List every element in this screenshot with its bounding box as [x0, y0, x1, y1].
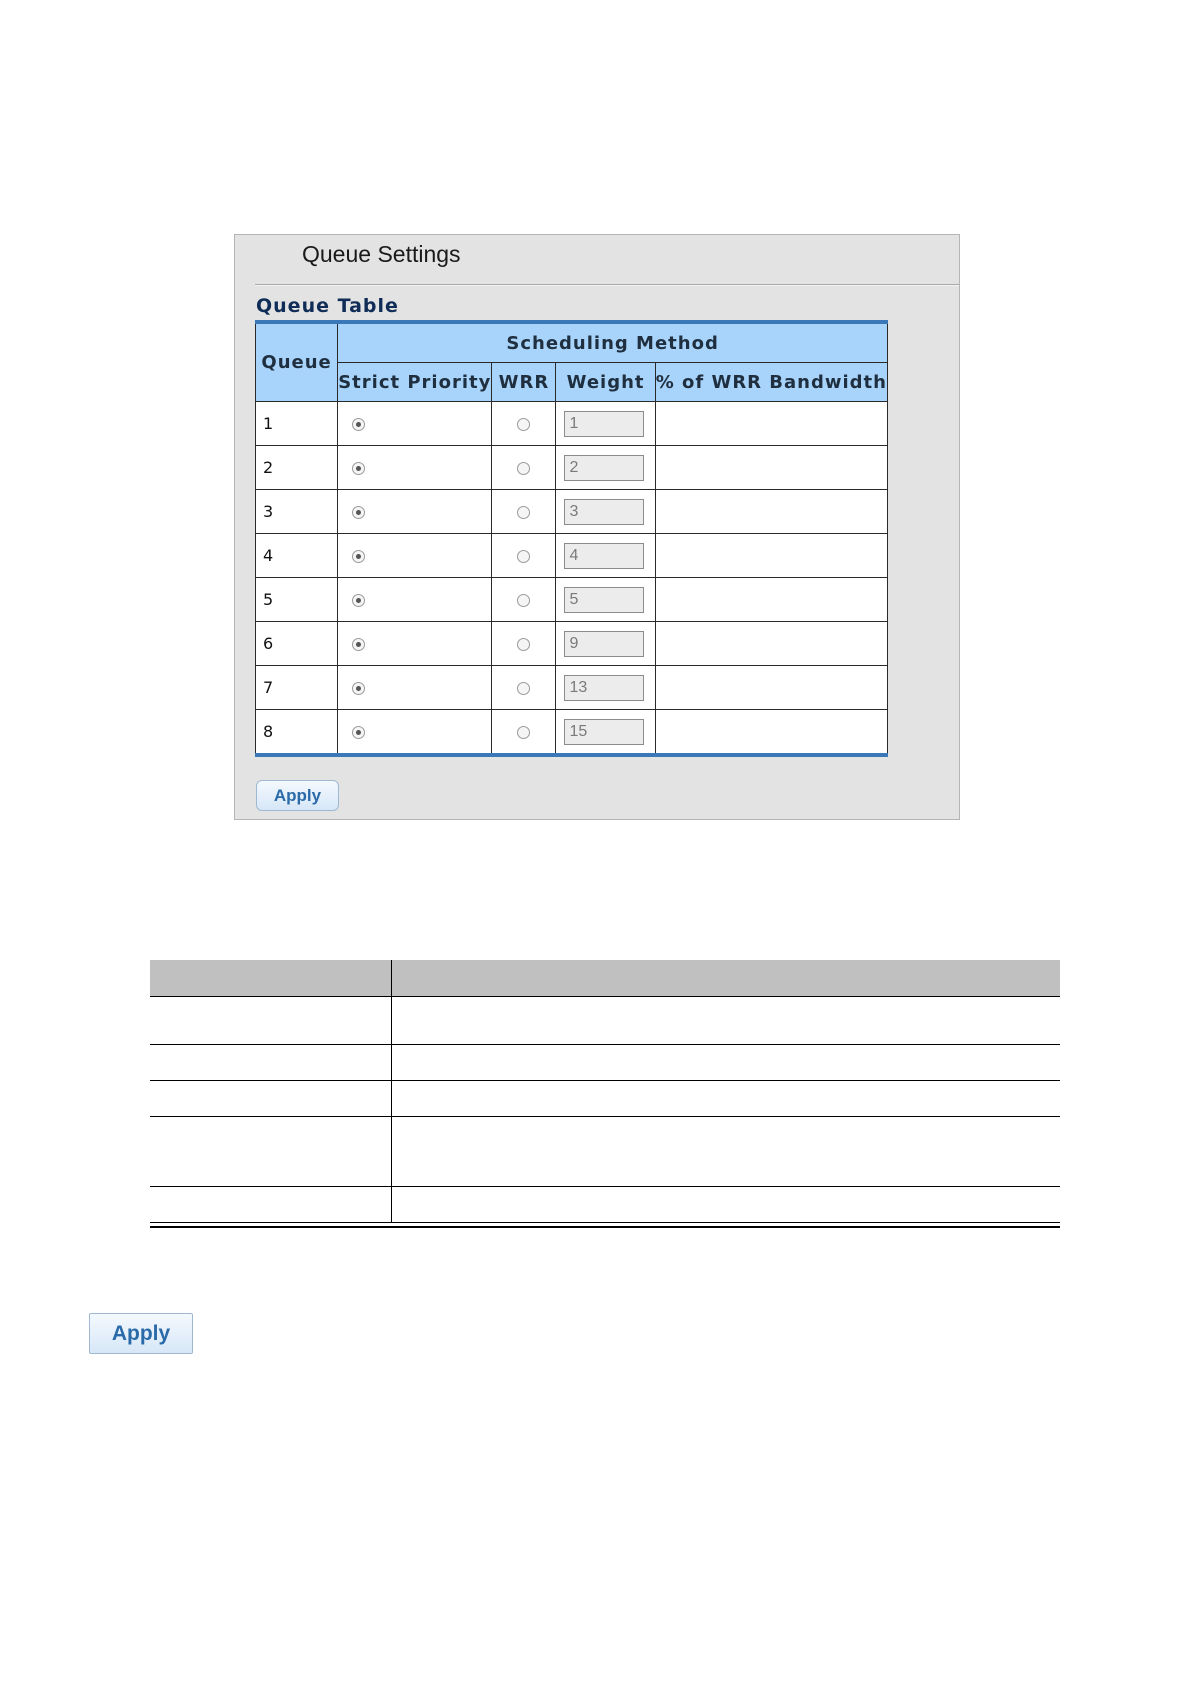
table-row	[256, 446, 888, 490]
weight-input[interactable]	[564, 719, 644, 745]
wrr-cell	[492, 622, 556, 666]
queue-table-caption: Queue Table	[256, 295, 399, 317]
strict-priority-cell	[338, 534, 492, 578]
bandwidth-cell	[655, 710, 887, 756]
queue-number: 5	[256, 578, 338, 622]
wrr-cell	[492, 578, 556, 622]
bandwidth-cell	[655, 446, 887, 490]
description-header-cell	[392, 960, 1061, 997]
table-row	[256, 578, 888, 622]
weight-cell	[556, 622, 655, 666]
weight-cell	[556, 710, 655, 756]
queue-number: 3	[256, 490, 338, 534]
scheduling-method-header: Scheduling Method	[338, 322, 888, 363]
weight-header: Weight	[556, 363, 655, 402]
queue-number: 7	[256, 666, 338, 710]
weight-cell	[556, 578, 655, 622]
bandwidth-cell	[655, 578, 887, 622]
table-row	[150, 1045, 1060, 1081]
wrr-radio[interactable]	[517, 506, 530, 519]
queue-number: 8	[256, 710, 338, 756]
queue-settings-panel	[234, 234, 960, 820]
bandwidth-cell	[655, 534, 887, 578]
queue-header: Queue	[256, 322, 338, 402]
wrr-cell	[492, 490, 556, 534]
queue-number: 1	[256, 402, 338, 446]
strict-priority-cell	[338, 490, 492, 534]
weight-cell	[556, 666, 655, 710]
queue-number: 4	[256, 534, 338, 578]
description-table-bottom-rule	[150, 1226, 1060, 1228]
strict-priority-radio[interactable]	[352, 682, 365, 695]
strict-priority-radio[interactable]	[352, 594, 365, 607]
weight-cell	[556, 490, 655, 534]
table-row	[150, 1081, 1060, 1117]
description-cell	[392, 1081, 1061, 1117]
wrr-bandwidth-header: % of WRR Bandwidth	[655, 363, 887, 402]
queue-rows	[256, 402, 888, 756]
wrr-cell	[492, 666, 556, 710]
wrr-radio[interactable]	[517, 550, 530, 563]
table-row	[256, 402, 888, 446]
wrr-cell	[492, 402, 556, 446]
queue-number: 2	[256, 446, 338, 490]
object-cell	[150, 997, 392, 1045]
object-header-cell	[150, 960, 392, 997]
wrr-radio[interactable]	[517, 682, 530, 695]
table-row	[256, 534, 888, 578]
wrr-radio[interactable]	[517, 418, 530, 431]
table-row	[256, 490, 888, 534]
strict-priority-radio[interactable]	[352, 462, 365, 475]
strict-priority-radio[interactable]	[352, 638, 365, 651]
queue-table	[255, 320, 888, 757]
strict-priority-radio[interactable]	[352, 506, 365, 519]
page-title: Queue Settings	[302, 241, 461, 267]
strict-priority-radio[interactable]	[352, 726, 365, 739]
description-cell	[392, 1117, 1061, 1187]
title-divider	[255, 284, 959, 286]
panel-apply-button[interactable]: Apply	[256, 780, 339, 811]
weight-input[interactable]	[564, 675, 644, 701]
bandwidth-cell	[655, 490, 887, 534]
strict-priority-cell	[338, 622, 492, 666]
bandwidth-cell	[655, 666, 887, 710]
wrr-radio[interactable]	[517, 726, 530, 739]
weight-input[interactable]	[564, 455, 644, 481]
object-cell	[150, 1045, 392, 1081]
bandwidth-cell	[655, 402, 887, 446]
table-row	[150, 1187, 1060, 1223]
description-table	[150, 960, 1060, 1223]
wrr-radio[interactable]	[517, 638, 530, 651]
table-row	[150, 997, 1060, 1045]
description-cell	[392, 1187, 1061, 1223]
weight-cell	[556, 446, 655, 490]
strict-priority-cell	[338, 666, 492, 710]
strict-priority-radio[interactable]	[352, 418, 365, 431]
object-cell	[150, 1117, 392, 1187]
wrr-radio[interactable]	[517, 462, 530, 475]
weight-input[interactable]	[564, 631, 644, 657]
weight-cell	[556, 534, 655, 578]
wrr-cell	[492, 534, 556, 578]
table-row	[256, 666, 888, 710]
weight-input[interactable]	[564, 411, 644, 437]
wrr-radio[interactable]	[517, 594, 530, 607]
description-cell	[392, 1045, 1061, 1081]
object-cell	[150, 1081, 392, 1117]
strict-priority-cell	[338, 402, 492, 446]
table-row	[256, 710, 888, 756]
strict-priority-cell	[338, 578, 492, 622]
wrr-cell	[492, 446, 556, 490]
queue-number: 6	[256, 622, 338, 666]
strict-priority-cell	[338, 446, 492, 490]
bandwidth-cell	[655, 622, 887, 666]
table-row	[256, 622, 888, 666]
apply-button[interactable]: Apply	[89, 1313, 193, 1354]
weight-input[interactable]	[564, 543, 644, 569]
strict-priority-cell	[338, 710, 492, 756]
description-table-header	[150, 960, 1060, 997]
description-cell	[392, 997, 1061, 1045]
wrr-header: WRR	[492, 363, 556, 402]
weight-input[interactable]	[564, 499, 644, 525]
weight-input[interactable]	[564, 587, 644, 613]
table-row	[150, 1117, 1060, 1187]
weight-cell	[556, 402, 655, 446]
strict-priority-radio[interactable]	[352, 550, 365, 563]
strict-priority-header: Strict Priority	[338, 363, 492, 402]
object-cell	[150, 1187, 392, 1223]
wrr-cell	[492, 710, 556, 756]
